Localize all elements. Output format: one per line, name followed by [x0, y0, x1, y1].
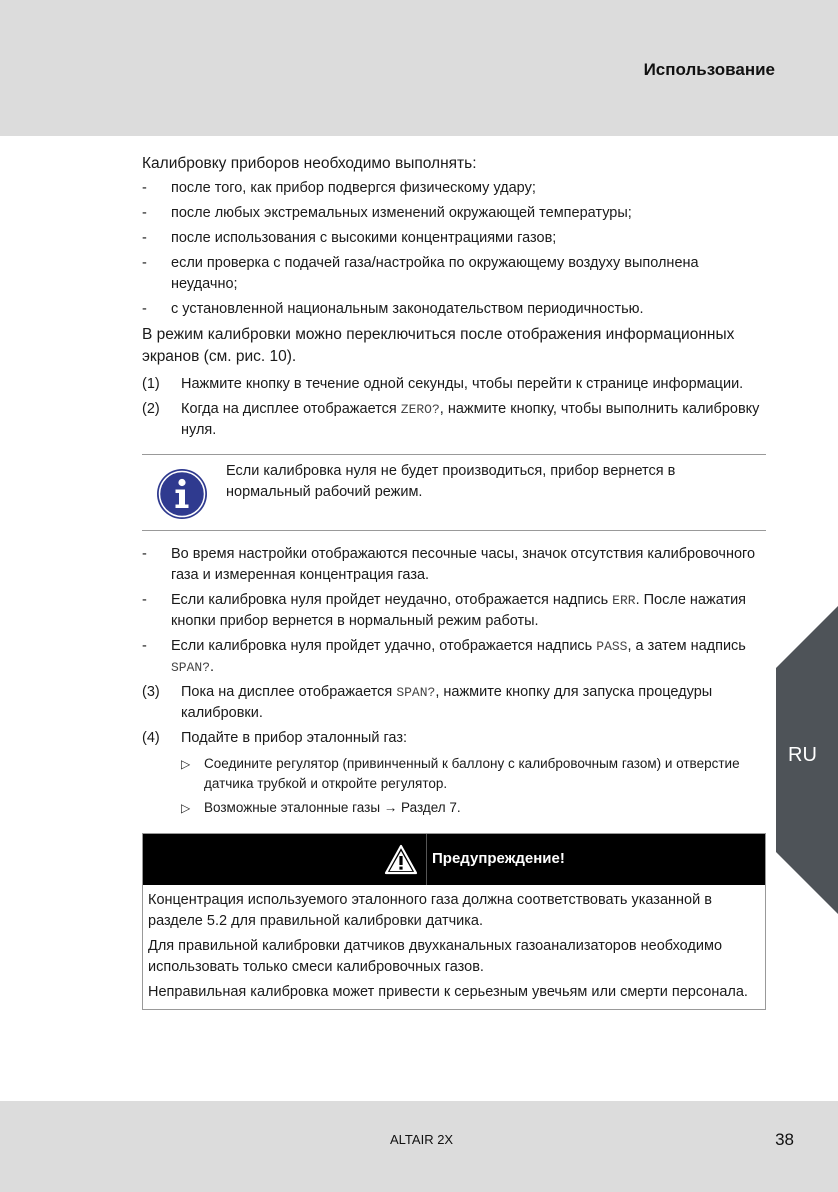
display-code: ERR — [612, 593, 636, 608]
list-item: - после использования с высокими концентрациями газов; — [142, 230, 557, 246]
list-item: - Если калибровка нуля пройдет удачно, отображается надпись PASS, а затем надпись SPAN?. — [142, 638, 746, 675]
section-title: Использование — [643, 60, 775, 79]
triangle-bullet-icon: ▷ — [181, 801, 191, 815]
step-text: Подайте в прибор эталонный газ: — [181, 730, 407, 746]
intro-paragraph: Калибровку приборов необходимо выполнять: — [142, 155, 477, 172]
display-code: SPAN? — [396, 685, 436, 700]
page-header — [0, 0, 838, 136]
warning-body — [143, 885, 765, 1009]
step-number: (1) — [142, 376, 160, 392]
list-item — [142, 728, 766, 818]
step-number: (4) — [142, 730, 160, 746]
info-note — [142, 454, 766, 531]
calibration-results-list — [142, 544, 766, 678]
list-item: (2) Когда на дисплее отображается ZERO?, нажмите кнопку, чтобы выполнить калибровку нуля. — [142, 401, 760, 438]
list-item: ▷ Соедините регулятор (привинченный к баллону с калибровочным газом) и отверстие датчика трубкой и откройте регулятор. — [181, 756, 740, 791]
steps-list-a — [142, 374, 766, 441]
calibration-mode-paragraph: В режим калибровки можно переключиться после отображения информационных экранов (см. рис. 10). — [142, 326, 735, 365]
list-item: - Если калибровка нуля пройдет неудачно, отображается надпись ERR. После нажатия кнопки прибор вернется в нормальный режим работы. — [142, 592, 747, 629]
language-tab-label: RU — [788, 744, 817, 766]
main-content — [142, 153, 766, 1010]
list-item: (3) Пока на дисплее отображается SPAN?, нажмите кнопку для запуска процедуры калибровки. — [142, 684, 713, 721]
warning-header — [143, 834, 765, 885]
warning-box — [142, 833, 766, 1010]
steps-list-b — [142, 682, 766, 818]
page-number: 38 — [775, 1130, 794, 1149]
list-item: - после того, как прибор подвергся физическому удару; — [142, 180, 536, 196]
display-code: PASS — [596, 639, 628, 654]
display-code: SPAN? — [171, 660, 211, 675]
list-item: - Во время настройки отображаются песочные часы, значок отсутствия калибровочного газа и измеренная концентрация газа. — [142, 546, 756, 583]
step-text: Нажмите кнопку в течение одной секунды, чтобы перейти к странице информации. — [181, 376, 744, 392]
step-number: (3) — [142, 684, 160, 700]
list-item: - если проверка с подачей газа/настройка по окружающему воздуху выполнена неудачно; — [142, 255, 699, 292]
list-item: - с установленной национальным законодательством периодичностью. — [142, 301, 644, 317]
warning-triangle-icon — [384, 844, 418, 875]
warning-title: Предупреждение! — [432, 850, 565, 867]
warning-divider — [426, 834, 427, 885]
product-name: ALTAIR 2X — [390, 1132, 454, 1147]
warning-paragraph: Неправильная калибровка может привести к серьезным увечьям или смерти персонала. — [148, 984, 748, 1000]
page-footer — [0, 1101, 838, 1192]
step-number: (2) — [142, 401, 160, 417]
info-icon — [156, 468, 208, 520]
calibration-conditions-list — [142, 178, 766, 320]
warning-paragraph: Для правильной калибровки датчиков двухканальных газоанализаторов необходимо использовать только смеси калибровочных газов. — [148, 938, 723, 975]
list-item: ▷ Возможные эталонные газы → Раздел 7. — [181, 798, 766, 818]
warning-paragraph: Концентрация используемого эталонного газа должна соответствовать указанной в разделе 5.2 для правильной калибровки датчика. — [148, 892, 712, 929]
sub-steps-list — [181, 754, 766, 818]
triangle-bullet-icon: ▷ — [181, 757, 191, 771]
info-note-text: Если калибровка нуля не будет производиться, прибор вернется в нормальный рабочий режим. — [226, 463, 676, 500]
display-code: ZERO? — [400, 402, 440, 417]
list-item — [142, 374, 766, 395]
list-item: - после любых экстремальных изменений окружающей температуры; — [142, 205, 632, 221]
